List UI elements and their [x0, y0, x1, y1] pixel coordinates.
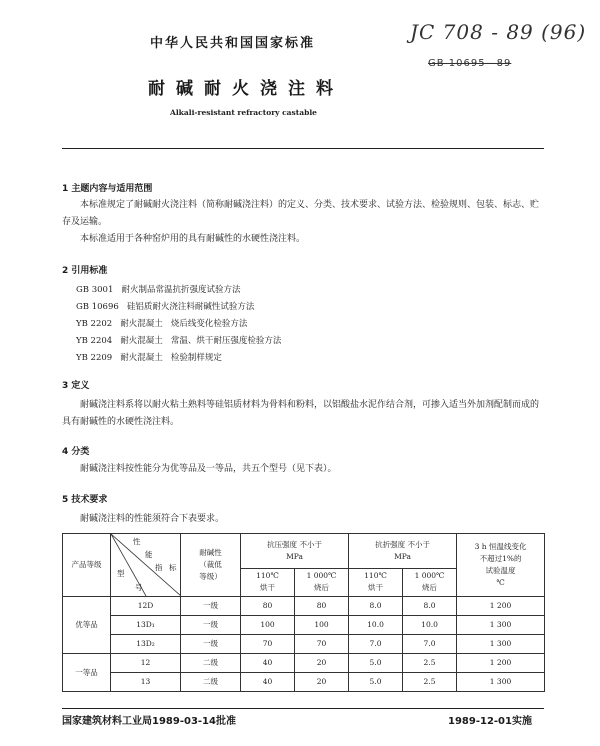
table-cell: 二级: [181, 654, 241, 673]
table-cell: 13D₂: [111, 635, 181, 654]
table-cell: 13: [111, 673, 181, 692]
table-row: [63, 654, 545, 673]
table-cell: 1 200: [457, 597, 545, 616]
diag-label: 号: [135, 583, 143, 592]
table-cell: 80: [241, 597, 295, 616]
table-cell: 1 300: [457, 673, 545, 692]
document-title: 耐碱耐火浇注料: [148, 79, 344, 99]
reference-item: GB 10696 硅铝质耐火浇注料耐碱性试验方法: [76, 302, 255, 312]
handwritten-standard-number: JC 708 - 89 (96): [410, 20, 587, 44]
reference-item: YB 2209 耐火混凝土 检验制样规定: [76, 353, 222, 363]
table-row: [63, 635, 545, 654]
performance-table: [62, 533, 545, 692]
old-standard-number: GB 10695—89: [428, 58, 512, 69]
table-cell: 80: [295, 597, 349, 616]
table-row: [63, 616, 545, 635]
table-cell: 70: [295, 635, 349, 654]
table-cell: 8.0: [403, 597, 457, 616]
compressive-header-cell: 抗压强度 不小于 MPa: [241, 534, 349, 569]
table-cell: 70: [241, 635, 295, 654]
table-cell: 一级: [181, 597, 241, 616]
reference-item: GB 3001 耐火制品常温抗折强度试验方法: [76, 285, 241, 295]
table-cell: 100: [241, 616, 295, 635]
table-cell: 1 300: [457, 635, 545, 654]
table-cell: 2.5: [403, 654, 457, 673]
table-cell: 二级: [181, 673, 241, 692]
standard-type: 中华人民共和国国家标准: [150, 36, 316, 51]
table-cell: 5.0: [349, 673, 403, 692]
diag-label: 性: [133, 537, 141, 546]
shrink-header-cell: 3 h 恒温线变化 不超过1%的 试验温度 ℃: [457, 534, 545, 597]
table-cell: 40: [241, 654, 295, 673]
diag-label: 能: [145, 550, 153, 559]
table-cell: 一级: [181, 616, 241, 635]
document-title-english: Alkali-resistant refractory castable: [170, 108, 317, 117]
diagonal-header-cell: [111, 534, 181, 597]
table-cell: 13D₁: [111, 616, 181, 635]
table-cell: 10.0: [349, 616, 403, 635]
section-heading: 5 技术要求: [62, 495, 108, 505]
table-cell: 5.0: [349, 654, 403, 673]
table-cell: 12D: [111, 597, 181, 616]
table-cell: 1 300: [457, 616, 545, 635]
grade-cell: 一等品: [63, 654, 111, 692]
table-cell: 100: [295, 616, 349, 635]
reference-item: YB 2204 耐火混凝土 常温、烘干耐压强度检验方法: [76, 336, 282, 346]
footer-divider: [62, 708, 544, 709]
table-cell: 7.0: [403, 635, 457, 654]
table-row: [63, 597, 545, 616]
paragraph: 耐碱浇注料按性能分为优等品及一等品，共五个型号（见下表）。: [80, 464, 337, 474]
approval-info: 国家建筑材料工业局1989-03-14批准: [62, 716, 236, 727]
table-cell: 20: [295, 673, 349, 692]
table-cell: 1 200: [457, 654, 545, 673]
diag-label: 标: [169, 563, 177, 572]
table-cell: 一级: [181, 635, 241, 654]
paragraph: 本标准适用于各种窑炉用的具有耐碱性的水硬性浇注料。: [80, 234, 306, 244]
section-heading: 3 定义: [62, 381, 90, 391]
diag-label: 指: [155, 563, 163, 572]
table-cell: 2.5: [403, 673, 457, 692]
paragraph: 耐碱浇注料的性能须符合下表要求。: [80, 514, 225, 524]
section-heading: 2 引用标准: [62, 266, 108, 276]
reference-item: YB 2202 耐火混凝土 烧后线变化检验方法: [76, 319, 248, 329]
sub-header-cell: 1 000℃ 烧后: [403, 568, 457, 596]
table-cell: 12: [111, 654, 181, 673]
table-cell: 10.0: [403, 616, 457, 635]
table-cell: 40: [241, 673, 295, 692]
sub-header-cell: 110℃ 烘干: [349, 568, 403, 596]
grade-header-cell: 产品等级: [63, 534, 111, 597]
flexural-header-cell: 抗折强度 不小于 MPa: [349, 534, 457, 569]
effective-date: 1989-12-01实施: [448, 716, 532, 727]
table-cell: 20: [295, 654, 349, 673]
diag-label: 型: [117, 569, 125, 578]
sub-header-cell: 110℃ 烘干: [241, 568, 295, 596]
table-cell: 7.0: [349, 635, 403, 654]
table-row: [63, 673, 545, 692]
header-divider: [62, 148, 544, 149]
table-cell: 8.0: [349, 597, 403, 616]
section-heading: 4 分类: [62, 447, 90, 457]
paragraph: 耐碱浇注料系将以耐火粘土熟料等硅铝质材料为骨料和粉料，以铝酸盐水泥作结合剂，可掺入适当外加剂配制而成的具有耐碱性的水硬性浇注料。: [62, 400, 540, 427]
sub-header-cell: 1 000℃ 烧后: [295, 568, 349, 596]
alkali-header-cell: 耐碱性 （裁低 等级）: [181, 534, 241, 597]
grade-cell: 优等品: [63, 597, 111, 654]
paragraph: 本标准规定了耐碱耐火浇注料（简称耐碱浇注料）的定义、分类、技术要求、试验方法、检验规则、包装、标志、贮存及运输。: [62, 200, 540, 227]
section-heading: 1 主题内容与适用范围: [62, 184, 153, 194]
